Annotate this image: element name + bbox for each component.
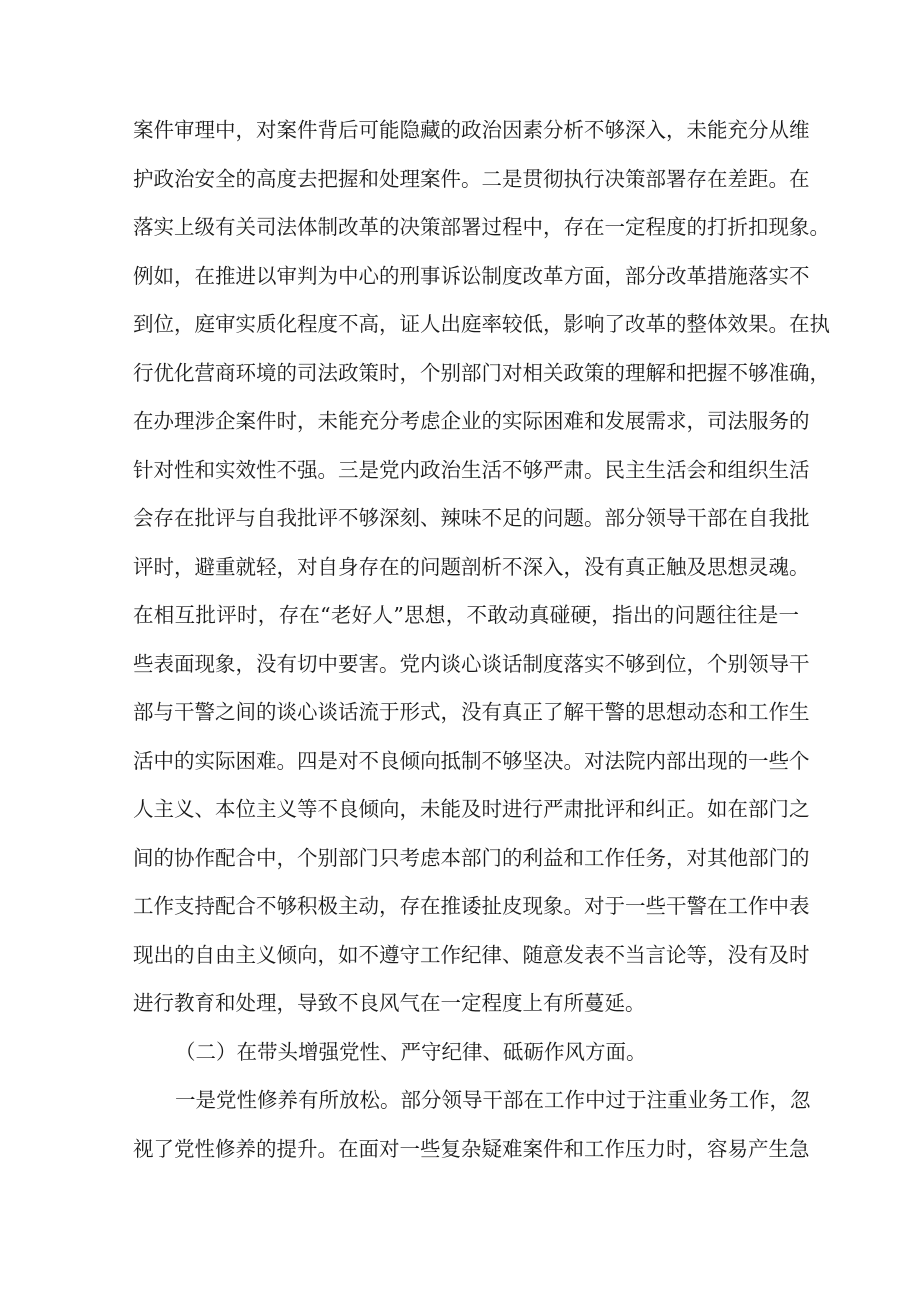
text-line: 进行教育和处理，导致不良风气在一定程度上有所蔓延。 — [133, 991, 646, 1015]
text-line: 活中的实际困难。四是对不良倾向抵制不够坚决。对法院内部出现的一些个 — [133, 748, 810, 773]
text-line: 护政治安全的高度去把握和处理案件。二是贯彻执行决策部署存在差距。在 — [133, 166, 810, 191]
text-line: 在办理涉企案件时，未能充分考虑企业的实际困难和发展需求，司法服务的 — [133, 409, 810, 433]
text-line: 些表面现象，没有切中要害。党内谈心谈话制度落实不够到位，个别领导干 — [133, 651, 810, 676]
text-line: 间的协作配合中，个别部门只考虑本部门的利益和工作任务，对其他部门的 — [133, 845, 810, 870]
text-line: 视了党性修养的提升。在面对一些复杂疑难案件和工作压力时，容易产生急 — [133, 1136, 810, 1161]
text-line: 部与干警之间的谈心谈话流于形式，没有真正了解干警的思想动态和工作生 — [133, 700, 810, 724]
text-line: 会存在批评与自我批评不够深刻、辣味不足的问题。部分领导干部在自我批 — [133, 506, 810, 530]
text-line: 落实上级有关司法体制改革的决策部署过程中，存在一定程度的打折扣现象。 — [133, 215, 830, 239]
text-line: 在相互批评时，存在“老好人”思想，不敢动真碰硬，指出的问题往往是一 — [133, 603, 799, 627]
section-heading — [133, 1028, 799, 1077]
text-line: 行优化营商环境的司法政策时，个别部门对相关政策的理解和把握不够准确， — [133, 360, 830, 385]
section-heading-text: （二）在带头增强党性、严守纪律、砥砺作风方面。 — [175, 1039, 647, 1064]
text-line: 一是党性修养有所放松。部分领导干部在工作中过于注重业务工作，忽 — [175, 1088, 811, 1112]
text-line: 现出的自由主义倾向，如不遵守工作纪律、随意发表不当言论等，没有及时 — [133, 942, 810, 967]
document-page — [133, 106, 830, 1173]
text-line: 工作支持配合不够积极主动，存在推诿扯皮现象。对于一些干警在工作中表 — [133, 894, 810, 918]
paragraph-3 — [133, 1076, 811, 1173]
text-line: 评时，避重就轻，对自身存在的问题剖析不深入，没有真正触及思想灵魂。 — [133, 554, 810, 579]
text-line: 案件审理中，对案件背后可能隐藏的政治因素分析不够深入，未能充分从维 — [133, 118, 810, 142]
text-line: 到位，庭审实质化程度不高，证人出庭率较低，影响了改革的整体效果。在执 — [133, 312, 830, 336]
text-line: 人主义、本位主义等不良倾向，未能及时进行严肃批评和纠正。如在部门之 — [133, 797, 810, 821]
paragraph-1 — [133, 106, 830, 1028]
text-line: 针对性和实效性不强。三是党内政治生活不够严肃。民主生活会和组织生活 — [133, 457, 810, 482]
text-line: 例如，在推进以审判为中心的刑事诉讼制度改革方面，部分改革措施落实不 — [133, 263, 810, 288]
